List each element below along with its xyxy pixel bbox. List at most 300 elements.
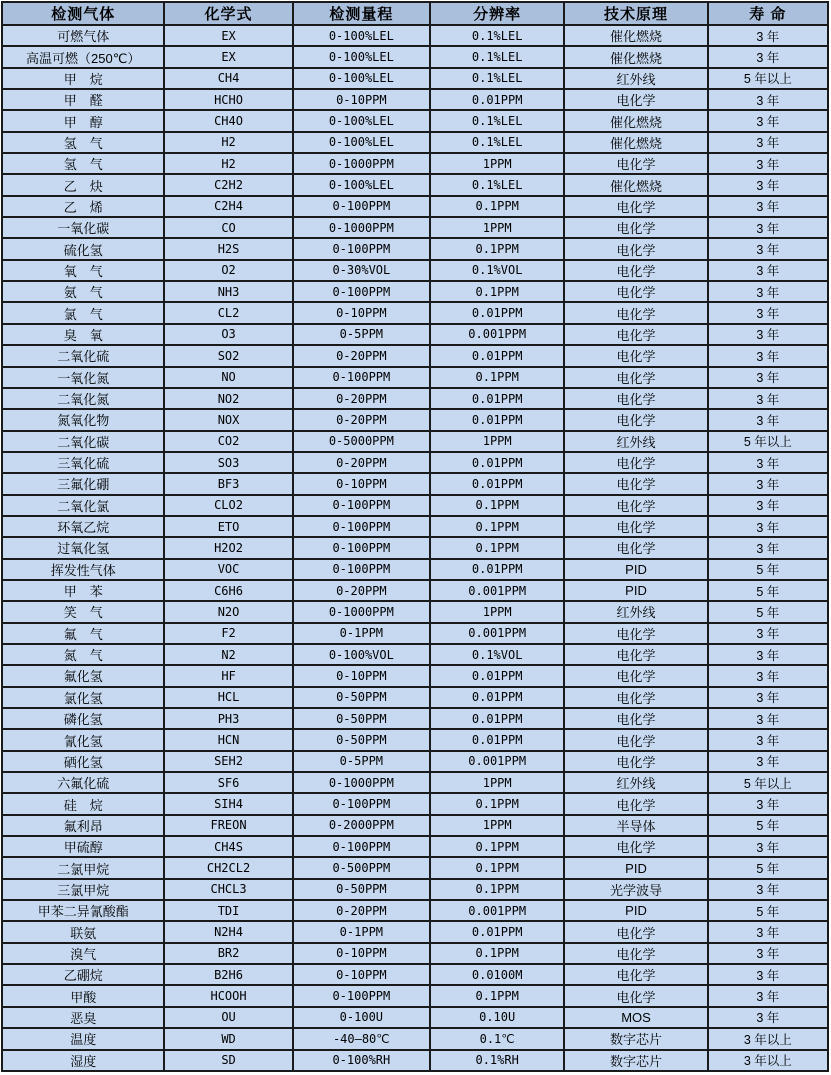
resolution-cell: 0.01PPM — [430, 345, 564, 366]
formula-cell: SD — [164, 1050, 292, 1072]
resolution-cell: 0.10U — [430, 1007, 564, 1028]
table-row — [2, 687, 828, 708]
resolution-cell: 0.1PPM — [430, 879, 564, 900]
principle-cell: 电化学 — [564, 388, 707, 409]
resolution-cell: 0.01PPM — [430, 302, 564, 323]
table-row — [2, 943, 828, 964]
lifespan-cell: 3 年以上 — [708, 1028, 828, 1049]
resolution-cell: 0.1PPM — [430, 367, 564, 388]
range-cell: 0-1PPM — [293, 921, 430, 942]
resolution-cell: 0.01PPM — [430, 452, 564, 473]
lifespan-cell: 5 年 — [708, 900, 828, 921]
range-cell: 0-10PPM — [293, 473, 430, 494]
lifespan-cell: 3 年 — [708, 687, 828, 708]
formula-cell: HCHO — [164, 89, 292, 110]
resolution-cell: 0.1%LEL — [430, 110, 564, 131]
principle-cell: 电化学 — [564, 409, 707, 430]
table-row — [2, 452, 828, 473]
range-cell: 0-100PPM — [293, 793, 430, 814]
lifespan-cell: 3 年 — [708, 174, 828, 195]
formula-cell: NOX — [164, 409, 292, 430]
principle-cell: 电化学 — [564, 345, 707, 366]
resolution-cell: 0.1PPM — [430, 516, 564, 537]
formula-cell: CO — [164, 217, 292, 238]
range-cell: 0-20PPM — [293, 900, 430, 921]
principle-cell: 电化学 — [564, 836, 707, 857]
gas-sensor-spec-table — [1, 1, 829, 1072]
gas-name-cell: 磷化氢 — [2, 708, 164, 729]
principle-cell: 催化燃烧 — [564, 25, 707, 46]
table-row — [2, 196, 828, 217]
lifespan-cell: 3 年 — [708, 751, 828, 772]
range-cell: 0-1000PPM — [293, 601, 430, 622]
table-row — [2, 345, 828, 366]
range-cell: 0-5000PPM — [293, 431, 430, 452]
table-row — [2, 537, 828, 558]
gas-name-cell: 甲 苯 — [2, 580, 164, 601]
range-cell: 0-100%LEL — [293, 110, 430, 131]
gas-name-cell: 环氧乙烷 — [2, 516, 164, 537]
formula-cell: H2 — [164, 153, 292, 174]
gas-name-cell: 笑 气 — [2, 601, 164, 622]
gas-name-cell: 可燃气体 — [2, 25, 164, 46]
resolution-cell: 1PPM — [430, 815, 564, 836]
range-cell: 0-100%RH — [293, 1050, 430, 1072]
formula-cell: BR2 — [164, 943, 292, 964]
resolution-cell: 0.1%LEL — [430, 68, 564, 89]
lifespan-cell: 3 年以上 — [708, 1050, 828, 1072]
formula-cell: CO2 — [164, 431, 292, 452]
range-cell: 0-100PPM — [293, 559, 430, 580]
range-cell: 0-100%LEL — [293, 68, 430, 89]
gas-name-cell: 三氯甲烷 — [2, 879, 164, 900]
formula-cell: H2S — [164, 238, 292, 259]
table-row — [2, 1050, 828, 1072]
principle-cell: 电化学 — [564, 985, 707, 1006]
lifespan-cell: 3 年 — [708, 409, 828, 430]
formula-cell: PH3 — [164, 708, 292, 729]
principle-cell: 电化学 — [564, 921, 707, 942]
lifespan-cell: 3 年 — [708, 153, 828, 174]
principle-cell: PID — [564, 900, 707, 921]
formula-cell: SO3 — [164, 452, 292, 473]
gas-name-cell: 二氧化氯 — [2, 495, 164, 516]
principle-cell: 电化学 — [564, 302, 707, 323]
principle-cell: 半导体 — [564, 815, 707, 836]
formula-cell: HF — [164, 665, 292, 686]
gas-name-cell: 联氨 — [2, 921, 164, 942]
principle-cell: 催化燃烧 — [564, 110, 707, 131]
lifespan-cell: 3 年 — [708, 324, 828, 345]
formula-cell: TDI — [164, 900, 292, 921]
range-cell: 0-50PPM — [293, 879, 430, 900]
lifespan-cell: 3 年 — [708, 238, 828, 259]
gas-name-cell: 氟利昂 — [2, 815, 164, 836]
table-row — [2, 68, 828, 89]
table-row — [2, 367, 828, 388]
lifespan-cell: 3 年 — [708, 302, 828, 323]
formula-cell: BF3 — [164, 473, 292, 494]
table-row — [2, 388, 828, 409]
table-row — [2, 921, 828, 942]
resolution-cell: 0.01PPM — [430, 559, 564, 580]
column-header: 寿 命 — [708, 2, 828, 25]
table-row — [2, 751, 828, 772]
resolution-cell: 0.1%LEL — [430, 25, 564, 46]
gas-name-cell: 氟 气 — [2, 623, 164, 644]
formula-cell: SF6 — [164, 772, 292, 793]
lifespan-cell: 3 年 — [708, 217, 828, 238]
range-cell: 0-100PPM — [293, 985, 430, 1006]
range-cell: 0-20PPM — [293, 580, 430, 601]
lifespan-cell: 5 年以上 — [708, 431, 828, 452]
table-row — [2, 25, 828, 46]
gas-name-cell: 氨 气 — [2, 281, 164, 302]
column-header: 检测量程 — [293, 2, 430, 25]
lifespan-cell: 3 年 — [708, 985, 828, 1006]
range-cell: 0-100PPM — [293, 836, 430, 857]
range-cell: 0-100PPM — [293, 495, 430, 516]
resolution-cell: 0.1PPM — [430, 985, 564, 1006]
resolution-cell: 0.1%RH — [430, 1050, 564, 1072]
range-cell: 0-500PPM — [293, 857, 430, 878]
table-row — [2, 302, 828, 323]
lifespan-cell: 3 年 — [708, 537, 828, 558]
formula-cell: O3 — [164, 324, 292, 345]
formula-cell: HCL — [164, 687, 292, 708]
range-cell: -40—80℃ — [293, 1028, 430, 1049]
table-row — [2, 110, 828, 131]
lifespan-cell: 3 年 — [708, 132, 828, 153]
formula-cell: N2O — [164, 601, 292, 622]
principle-cell: 电化学 — [564, 751, 707, 772]
table-row — [2, 238, 828, 259]
table-row — [2, 836, 828, 857]
resolution-cell: 0.01PPM — [430, 665, 564, 686]
principle-cell: 电化学 — [564, 687, 707, 708]
lifespan-cell: 3 年 — [708, 89, 828, 110]
table-row — [2, 431, 828, 452]
principle-cell: 电化学 — [564, 729, 707, 750]
principle-cell: 红外线 — [564, 772, 707, 793]
gas-name-cell: 高温可燃（250℃） — [2, 46, 164, 67]
range-cell: 0-100PPM — [293, 281, 430, 302]
gas-name-cell: 二氧化碳 — [2, 431, 164, 452]
lifespan-cell: 3 年 — [708, 729, 828, 750]
lifespan-cell: 5 年 — [708, 857, 828, 878]
gas-name-cell: 氯 气 — [2, 302, 164, 323]
formula-cell: CH2CL2 — [164, 857, 292, 878]
formula-cell: CL2 — [164, 302, 292, 323]
gas-name-cell: 二氧化氮 — [2, 388, 164, 409]
resolution-cell: 0.1%LEL — [430, 174, 564, 195]
formula-cell: CH4O — [164, 110, 292, 131]
formula-cell: H2O2 — [164, 537, 292, 558]
gas-name-cell: 乙硼烷 — [2, 964, 164, 985]
range-cell: 0-20PPM — [293, 452, 430, 473]
resolution-cell: 1PPM — [430, 217, 564, 238]
table-row — [2, 409, 828, 430]
principle-cell: PID — [564, 857, 707, 878]
formula-cell: F2 — [164, 623, 292, 644]
table-body — [2, 25, 828, 1071]
lifespan-cell: 3 年 — [708, 623, 828, 644]
formula-cell: NO2 — [164, 388, 292, 409]
formula-cell: NH3 — [164, 281, 292, 302]
lifespan-cell: 3 年 — [708, 196, 828, 217]
range-cell: 0-100PPM — [293, 367, 430, 388]
principle-cell: 电化学 — [564, 324, 707, 345]
table-row — [2, 281, 828, 302]
formula-cell: CLO2 — [164, 495, 292, 516]
principle-cell: 电化学 — [564, 516, 707, 537]
lifespan-cell: 3 年 — [708, 708, 828, 729]
table-row — [2, 89, 828, 110]
resolution-cell: 0.001PPM — [430, 580, 564, 601]
gas-name-cell: 氢 气 — [2, 153, 164, 174]
table-row — [2, 580, 828, 601]
lifespan-cell: 5 年 — [708, 815, 828, 836]
table-row — [2, 473, 828, 494]
resolution-cell: 1PPM — [430, 153, 564, 174]
range-cell: 0-5PPM — [293, 751, 430, 772]
range-cell: 0-10PPM — [293, 89, 430, 110]
gas-name-cell: 六氟化硫 — [2, 772, 164, 793]
lifespan-cell: 3 年 — [708, 46, 828, 67]
principle-cell: 电化学 — [564, 964, 707, 985]
resolution-cell: 0.01PPM — [430, 921, 564, 942]
range-cell: 0-50PPM — [293, 687, 430, 708]
gas-name-cell: 过氧化氢 — [2, 537, 164, 558]
range-cell: 0-100%LEL — [293, 132, 430, 153]
table-row — [2, 153, 828, 174]
principle-cell: 数字芯片 — [564, 1050, 707, 1072]
principle-cell: 电化学 — [564, 260, 707, 281]
principle-cell: 催化燃烧 — [564, 174, 707, 195]
resolution-cell: 0.0100M — [430, 964, 564, 985]
formula-cell: VOC — [164, 559, 292, 580]
principle-cell: PID — [564, 580, 707, 601]
formula-cell: H2 — [164, 132, 292, 153]
principle-cell: 红外线 — [564, 431, 707, 452]
range-cell: 0-10PPM — [293, 964, 430, 985]
resolution-cell: 1PPM — [430, 431, 564, 452]
gas-name-cell: 硅 烷 — [2, 793, 164, 814]
table-row — [2, 857, 828, 878]
principle-cell: 电化学 — [564, 89, 707, 110]
gas-name-cell: 二氯甲烷 — [2, 857, 164, 878]
resolution-cell: 0.01PPM — [430, 89, 564, 110]
formula-cell: EX — [164, 46, 292, 67]
lifespan-cell: 3 年 — [708, 516, 828, 537]
range-cell: 0-100%LEL — [293, 46, 430, 67]
table-row — [2, 324, 828, 345]
table-row — [2, 815, 828, 836]
range-cell: 0-1PPM — [293, 623, 430, 644]
gas-name-cell: 乙 烯 — [2, 196, 164, 217]
principle-cell: 电化学 — [564, 793, 707, 814]
gas-name-cell: 二氧化硫 — [2, 345, 164, 366]
range-cell: 0-1000PPM — [293, 153, 430, 174]
gas-name-cell: 溴气 — [2, 943, 164, 964]
lifespan-cell: 5 年 — [708, 580, 828, 601]
gas-name-cell: 臭 氧 — [2, 324, 164, 345]
range-cell: 0-100PPM — [293, 516, 430, 537]
gas-name-cell: 甲 醇 — [2, 110, 164, 131]
resolution-cell: 0.01PPM — [430, 729, 564, 750]
gas-name-cell: 氮 气 — [2, 644, 164, 665]
principle-cell: 电化学 — [564, 217, 707, 238]
lifespan-cell: 3 年 — [708, 665, 828, 686]
table-row — [2, 132, 828, 153]
resolution-cell: 0.1%LEL — [430, 46, 564, 67]
resolution-cell: 0.001PPM — [430, 623, 564, 644]
principle-cell: 电化学 — [564, 537, 707, 558]
resolution-cell: 0.01PPM — [430, 388, 564, 409]
gas-name-cell: 甲硫醇 — [2, 836, 164, 857]
lifespan-cell: 5 年以上 — [708, 68, 828, 89]
range-cell: 0-100PPM — [293, 196, 430, 217]
resolution-cell: 0.1%LEL — [430, 132, 564, 153]
lifespan-cell: 3 年 — [708, 345, 828, 366]
table-row — [2, 1028, 828, 1049]
range-cell: 0-100%VOL — [293, 644, 430, 665]
lifespan-cell: 3 年 — [708, 281, 828, 302]
table-row — [2, 964, 828, 985]
principle-cell: 光学波导 — [564, 879, 707, 900]
lifespan-cell: 3 年 — [708, 495, 828, 516]
gas-name-cell: 乙 炔 — [2, 174, 164, 195]
gas-name-cell: 挥发性气体 — [2, 559, 164, 580]
formula-cell: WD — [164, 1028, 292, 1049]
resolution-cell: 0.001PPM — [430, 324, 564, 345]
resolution-cell: 0.1PPM — [430, 196, 564, 217]
gas-name-cell: 湿度 — [2, 1050, 164, 1072]
resolution-cell: 0.1PPM — [430, 537, 564, 558]
resolution-cell: 0.001PPM — [430, 900, 564, 921]
principle-cell: 电化学 — [564, 708, 707, 729]
principle-cell: 电化学 — [564, 665, 707, 686]
resolution-cell: 0.1PPM — [430, 857, 564, 878]
gas-name-cell: 甲 醛 — [2, 89, 164, 110]
range-cell: 0-20PPM — [293, 388, 430, 409]
range-cell: 0-1000PPM — [293, 772, 430, 793]
resolution-cell: 0.1%VOL — [430, 644, 564, 665]
range-cell: 0-20PPM — [293, 345, 430, 366]
table-row — [2, 665, 828, 686]
principle-cell: 数字芯片 — [564, 1028, 707, 1049]
range-cell: 0-50PPM — [293, 708, 430, 729]
principle-cell: 电化学 — [564, 238, 707, 259]
resolution-cell: 0.1PPM — [430, 281, 564, 302]
principle-cell: 电化学 — [564, 153, 707, 174]
gas-name-cell: 甲苯二异氰酸酯 — [2, 900, 164, 921]
lifespan-cell: 3 年 — [708, 110, 828, 131]
principle-cell: PID — [564, 559, 707, 580]
gas-name-cell: 一氧化氮 — [2, 367, 164, 388]
resolution-cell: 0.01PPM — [430, 708, 564, 729]
principle-cell: 电化学 — [564, 644, 707, 665]
resolution-cell: 0.1PPM — [430, 836, 564, 857]
gas-name-cell: 氢 气 — [2, 132, 164, 153]
resolution-cell: 0.1PPM — [430, 495, 564, 516]
table-row — [2, 516, 828, 537]
principle-cell: 催化燃烧 — [564, 46, 707, 67]
range-cell: 0-100%LEL — [293, 174, 430, 195]
principle-cell: 电化学 — [564, 623, 707, 644]
table-row — [2, 601, 828, 622]
gas-name-cell: 三氧化硫 — [2, 452, 164, 473]
formula-cell: SIH4 — [164, 793, 292, 814]
formula-cell: CH4S — [164, 836, 292, 857]
lifespan-cell: 3 年 — [708, 921, 828, 942]
formula-cell: CHCL3 — [164, 879, 292, 900]
gas-name-cell: 硒化氢 — [2, 751, 164, 772]
formula-cell: B2H6 — [164, 964, 292, 985]
table-row — [2, 1007, 828, 1028]
lifespan-cell: 3 年 — [708, 644, 828, 665]
resolution-cell: 0.1PPM — [430, 793, 564, 814]
column-header: 分辨率 — [430, 2, 564, 25]
resolution-cell: 0.1℃ — [430, 1028, 564, 1049]
resolution-cell: 0.1PPM — [430, 238, 564, 259]
principle-cell: MOS — [564, 1007, 707, 1028]
gas-name-cell: 氰化氢 — [2, 729, 164, 750]
table-row — [2, 793, 828, 814]
formula-cell: OU — [164, 1007, 292, 1028]
lifespan-cell: 3 年 — [708, 964, 828, 985]
resolution-cell: 0.001PPM — [430, 751, 564, 772]
gas-name-cell: 氟化氢 — [2, 665, 164, 686]
principle-cell: 电化学 — [564, 943, 707, 964]
table-row — [2, 644, 828, 665]
formula-cell: HCN — [164, 729, 292, 750]
range-cell: 0-5PPM — [293, 324, 430, 345]
range-cell: 0-30%VOL — [293, 260, 430, 281]
lifespan-cell: 3 年 — [708, 836, 828, 857]
table-row — [2, 559, 828, 580]
resolution-cell: 1PPM — [430, 772, 564, 793]
gas-name-cell: 氧 气 — [2, 260, 164, 281]
range-cell: 0-100PPM — [293, 537, 430, 558]
lifespan-cell: 3 年 — [708, 25, 828, 46]
range-cell: 0-2000PPM — [293, 815, 430, 836]
resolution-cell: 0.01PPM — [430, 687, 564, 708]
formula-cell: ETO — [164, 516, 292, 537]
table-row — [2, 879, 828, 900]
resolution-cell: 1PPM — [430, 601, 564, 622]
resolution-cell: 0.1%VOL — [430, 260, 564, 281]
formula-cell: N2 — [164, 644, 292, 665]
principle-cell: 催化燃烧 — [564, 132, 707, 153]
range-cell: 0-20PPM — [293, 409, 430, 430]
header-row — [2, 2, 828, 25]
column-header: 技术原理 — [564, 2, 707, 25]
table-row — [2, 772, 828, 793]
table-row — [2, 217, 828, 238]
lifespan-cell: 5 年 — [708, 559, 828, 580]
principle-cell: 电化学 — [564, 473, 707, 494]
formula-cell: SEH2 — [164, 751, 292, 772]
formula-cell: C6H6 — [164, 580, 292, 601]
gas-name-cell: 甲酸 — [2, 985, 164, 1006]
column-header: 化学式 — [164, 2, 292, 25]
principle-cell: 红外线 — [564, 68, 707, 89]
lifespan-cell: 3 年 — [708, 943, 828, 964]
table-row — [2, 708, 828, 729]
resolution-cell: 0.01PPM — [430, 409, 564, 430]
table-row — [2, 260, 828, 281]
